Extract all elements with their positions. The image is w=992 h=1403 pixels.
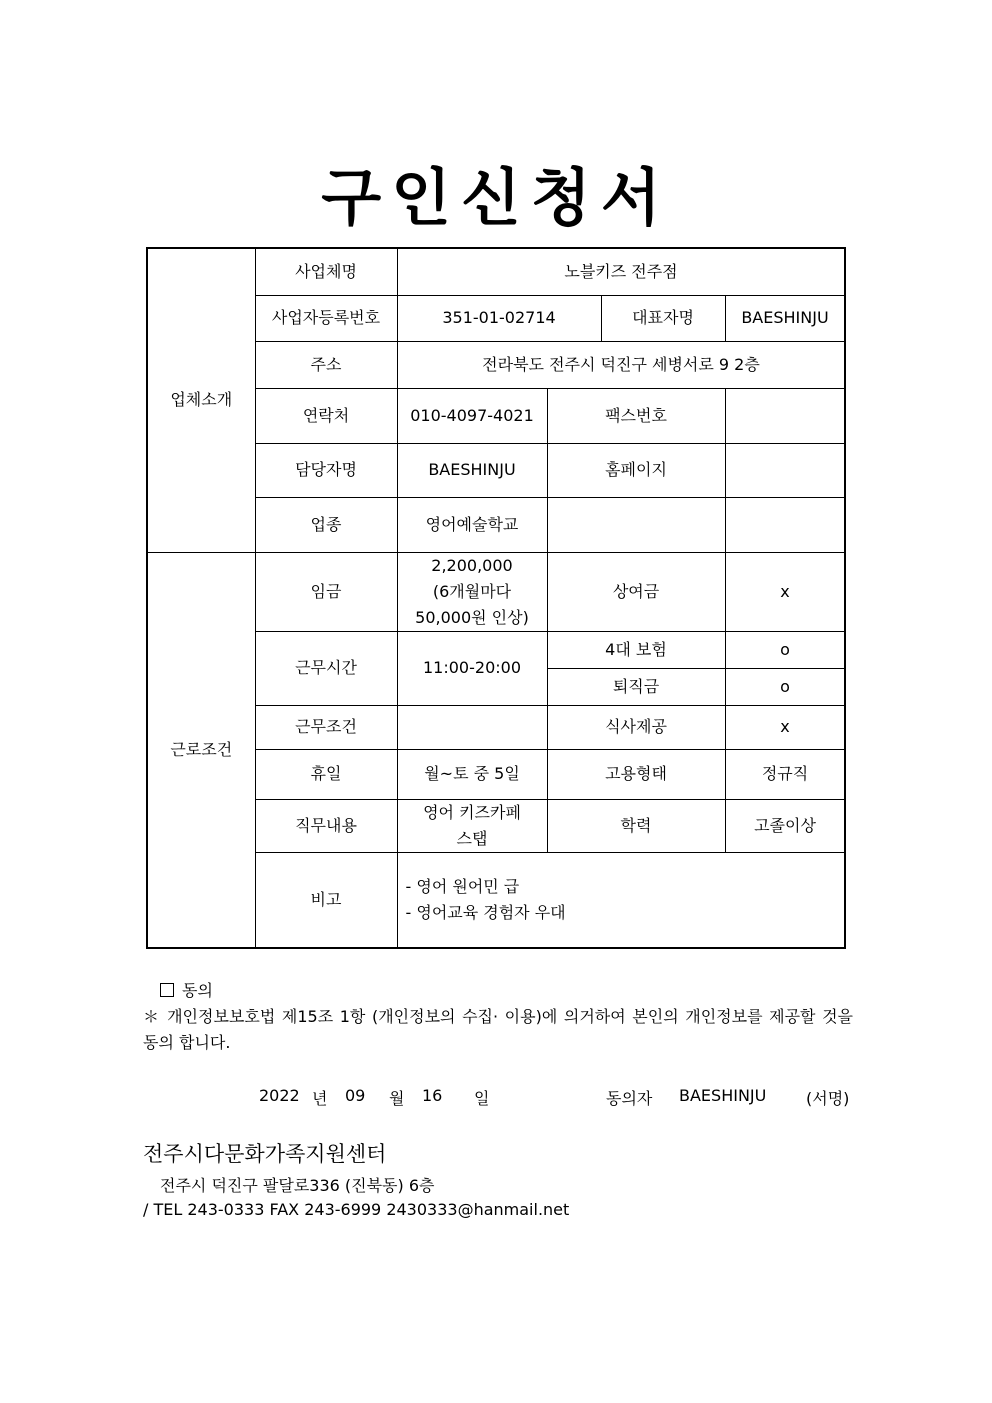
duty-line-2: 스탭 <box>456 828 488 848</box>
homepage-value <box>725 443 845 497</box>
manager-value: BAESHINJU <box>397 443 547 497</box>
consent-checkbox-label: 동의 <box>182 981 213 1000</box>
meal-label: 식사제공 <box>547 705 725 749</box>
phone-value: 010-4097-4021 <box>397 388 547 443</box>
bonus-label: 상여금 <box>547 552 725 631</box>
bonus-value: x <box>725 552 845 631</box>
manager-label: 담당자명 <box>255 443 397 497</box>
duty-value <box>397 799 547 852</box>
industry-value: 영어예술학교 <box>397 497 547 552</box>
duty-label: 직무내용 <box>255 799 397 852</box>
homepage-label: 홈페이지 <box>547 443 725 497</box>
date-day: 16 <box>422 1086 443 1105</box>
meal-value: x <box>725 705 845 749</box>
consent-statement: ＊ 개인정보보호법 제15조 1항 (개인정보의 수집· 이용)에 의거하여 본인의 개인정보를 제공할 것을 동의 합니다. <box>143 1007 853 1052</box>
insurance-value: o <box>725 631 845 668</box>
remark-line-1: - 영어 원어민 급 <box>405 876 520 896</box>
fax-value <box>725 388 845 443</box>
business-name-value: 노블키즈 전주점 <box>397 248 845 295</box>
hours-label: 근무시간 <box>255 631 397 705</box>
business-name-label: 사업체명 <box>255 248 397 295</box>
date-month: 09 <box>345 1086 366 1105</box>
consenter-label: 동의자 <box>606 1089 653 1108</box>
reg-no-label: 사업자등록번호 <box>255 295 397 341</box>
consenter-name: BAESHINJU <box>679 1086 767 1105</box>
job-application-table <box>146 247 846 949</box>
work-cond-label: 근무조건 <box>255 705 397 749</box>
duty-line-1: 영어 키즈카페 <box>423 802 521 822</box>
wage-amount: 2,200,000 <box>431 555 513 575</box>
employment-label: 고용형태 <box>547 749 725 799</box>
wage-note-2: 50,000원 인상) <box>415 607 529 627</box>
industry-label: 업종 <box>255 497 397 552</box>
organization-name: 전주시다문화가족지원센터 <box>143 1142 387 1166</box>
date-year-unit: 년 <box>312 1089 328 1108</box>
holiday-label: 휴일 <box>255 749 397 799</box>
education-value: 고졸이상 <box>725 799 845 852</box>
conditions-section-label: 근로조건 <box>147 552 255 948</box>
wage-label: 임금 <box>255 552 397 631</box>
holiday-value: 월~토 중 5일 <box>397 749 547 799</box>
signature-placeholder: (서명) <box>806 1089 850 1108</box>
education-label: 학력 <box>547 799 725 852</box>
remarks-content <box>397 852 845 948</box>
employment-value: 정규직 <box>725 749 845 799</box>
organization-address: 전주시 덕진구 팔달로336 (진북동) 6층 <box>160 1176 435 1195</box>
address-label: 주소 <box>255 341 397 388</box>
remark-line-2: - 영어교육 경험자 우대 <box>405 902 566 922</box>
checkbox-square[interactable] <box>160 983 174 997</box>
date-year: 2022 <box>259 1086 300 1105</box>
insurance-label: 4대 보험 <box>547 631 725 668</box>
hours-value: 11:00-20:00 <box>397 631 547 705</box>
reg-no-value: 351-01-02714 <box>397 295 601 341</box>
wage-value <box>397 552 547 631</box>
severance-label: 퇴직금 <box>547 668 725 705</box>
industry-blank-2 <box>725 497 845 552</box>
organization-contact: / TEL 243-0333 FAX 243-6999 2430333@hanmail.net <box>143 1200 570 1219</box>
phone-label: 연락처 <box>255 388 397 443</box>
company-section-label: 업체소개 <box>147 248 255 552</box>
severance-value: o <box>725 668 845 705</box>
address-value: 전라북도 전주시 덕진구 세병서로 9 2층 <box>397 341 845 388</box>
fax-label: 팩스번호 <box>547 388 725 443</box>
page-title: 구인신청서 <box>321 161 671 234</box>
ceo-value: BAESHINJU <box>725 295 845 341</box>
wage-note-1: (6개월마다 <box>432 581 512 601</box>
ceo-label: 대표자명 <box>601 295 725 341</box>
industry-blank-1 <box>547 497 725 552</box>
consent-checkbox[interactable] <box>160 978 213 1001</box>
remarks-label: 비고 <box>255 852 397 948</box>
date-day-unit: 일 <box>474 1089 490 1108</box>
work-cond-value <box>397 705 547 749</box>
date-month-unit: 월 <box>389 1089 405 1108</box>
